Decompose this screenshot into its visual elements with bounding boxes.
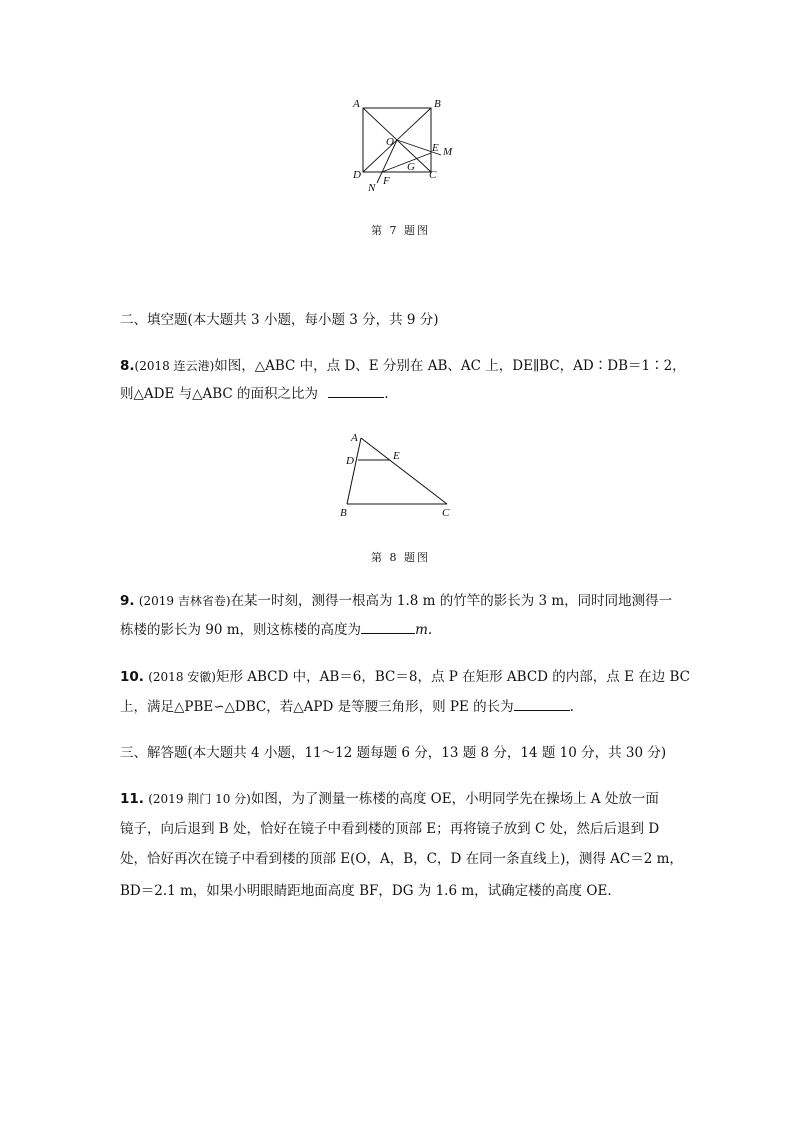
question-8-text-2: 则△ADE 与△ABC 的面积之比为 [120, 386, 319, 402]
question-9-unit: m. [415, 622, 433, 638]
question-10-line-1 [120, 667, 690, 687]
question-8-source: (2018 连云港) [134, 359, 215, 373]
label-d: D [346, 455, 354, 467]
label-c: C [442, 507, 450, 519]
label-o: O [386, 136, 394, 148]
question-8-answer-blank[interactable] [328, 385, 384, 398]
label-m: M [443, 146, 453, 158]
question-9-answer-blank[interactable] [361, 621, 415, 634]
question-10-dot: . [138, 669, 144, 685]
question-11-text-1: 如图，为了测量一栋楼的高度 OE，小明同学先在操场上 A 处放一面 [250, 791, 659, 807]
label-c: C [429, 169, 437, 181]
question-8-line-1 [120, 356, 686, 376]
label-n: N [368, 182, 376, 194]
figure-8-diagram [335, 428, 465, 523]
question-8-end: . [384, 386, 389, 402]
question-10-source: (2018 安徽) [148, 670, 216, 684]
label-f: F [383, 175, 390, 187]
question-9-line-2 [120, 620, 432, 640]
figure-8-caption: 第 8 题图 [371, 551, 430, 564]
question-10-text-2: 上，满足△PBE∽△DBC，若△APD 是等腰三角形，则 PE 的长为 [120, 699, 514, 715]
question-9-number: 9 [120, 593, 130, 609]
label-e: E [432, 142, 439, 154]
question-8-line-2 [120, 384, 389, 404]
section-3-heading: 三、解答题(本大题共 4 小题，11～12 题每题 6 分，13 题 8 分，14 题 10 分，共 30 分) [120, 745, 667, 761]
label-a: A [351, 432, 358, 444]
question-10-answer-blank[interactable] [514, 698, 570, 711]
side-ab [347, 438, 361, 504]
question-10-line-2 [120, 697, 574, 717]
question-11-source: (2019 荆门 10 分) [148, 792, 251, 806]
question-10-end: . [569, 699, 574, 715]
label-b: B [434, 98, 441, 110]
question-9-text-2: 栋楼的影长为 90 m，则这栋楼的高度为 [120, 622, 362, 638]
figure-7-diagram [345, 95, 465, 195]
question-10-text-1: 矩形 ABCD 中，AB＝6，BC＝8，点 P 在矩形 ABCD 的内部，点 E 在边 BC [215, 669, 691, 685]
question-11-line-4: BD＝2.1 m，如果小明眼睛距地面高度 BF，DG 为 1.6 m，试确定楼的高度 OE. [120, 883, 612, 899]
question-11-line-1 [120, 789, 659, 809]
section-2-heading: 二、填空题(本大题共 3 小题，每小题 3 分，共 9 分) [120, 312, 439, 328]
side-ac [361, 438, 447, 504]
figure-7-caption: 第 7 题图 [371, 224, 430, 237]
question-9-source: (2019 吉林省卷) [138, 594, 231, 608]
question-10-number: 10 [120, 669, 139, 685]
label-e: E [393, 450, 400, 462]
label-g: G [407, 161, 415, 173]
question-8-text-1: 如图，△ABC 中，点 D、E 分别在 AB、AC 上，DE∥BC，AD∶DB＝1∶2， [214, 358, 686, 374]
question-9-text-1: 在某一时刻，测得一根高为 1.8 m 的竹竿的影长为 3 m，同时同地测得一 [230, 593, 673, 609]
question-11-line-3: 处，恰好再次在镜子中看到楼的顶部 E(O，A，B，C，D 在同一条直线上)，测得 AC＝2 m， [120, 851, 683, 867]
question-11-dot: . [138, 791, 144, 807]
label-d: D [353, 169, 361, 181]
question-9-line-1 [120, 591, 672, 611]
question-11-number: 11 [120, 791, 139, 807]
label-a: A [353, 98, 360, 110]
label-b: B [340, 507, 347, 519]
question-9-dot: . [129, 593, 135, 609]
question-11-line-2: 镜子，向后退到 B 处，恰好在镜子中看到楼的顶部 E；再将镜子放到 C 处，然后后退到 D [120, 821, 660, 837]
question-8-number: 8. [120, 358, 135, 374]
